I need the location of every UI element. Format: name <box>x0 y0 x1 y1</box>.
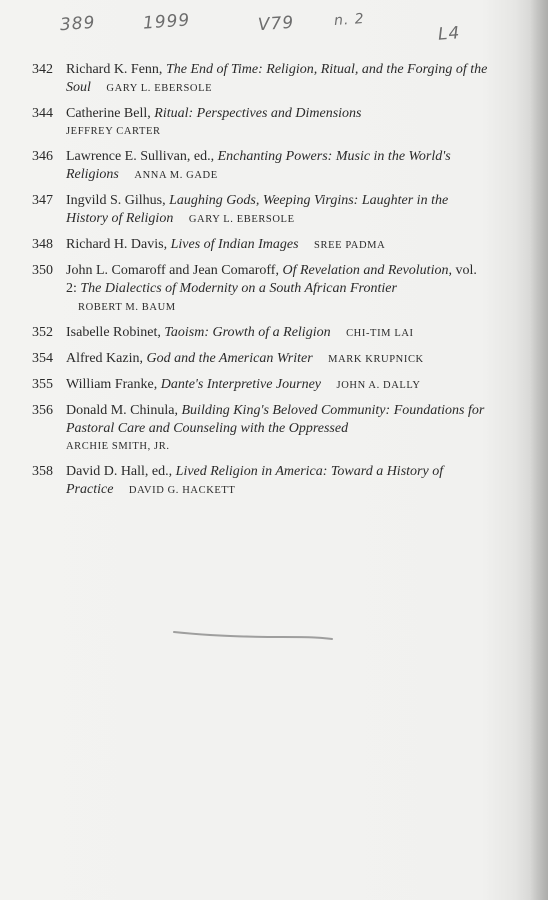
review-list <box>28 61 488 507</box>
page-number: 346 <box>32 149 53 164</box>
page-edge-shadow <box>530 0 548 900</box>
book-title: Taoism: Growth of a Religion <box>164 325 331 340</box>
reviewer-name: SREE PADMA <box>314 240 386 251</box>
book-title: Of Revelation and Revolution, <box>282 263 452 278</box>
handwritten-mark: 389 <box>59 12 97 36</box>
reviewer-name: ANNA M. GADE <box>134 170 218 181</box>
review-entry <box>28 376 488 395</box>
book-author: Richard K. Fenn, <box>66 62 163 77</box>
book-author: Donald M. Chinula, <box>66 403 178 418</box>
review-entry <box>28 61 488 98</box>
reviewer-name: GARY L. EBERSOLE <box>106 83 213 94</box>
review-entry <box>28 192 488 229</box>
review-entry <box>28 148 488 185</box>
review-entry <box>28 324 488 343</box>
review-entry <box>28 262 488 317</box>
reviewer-name: DAVID G. HACKETT <box>128 485 236 496</box>
reviewer-name: JOHN A. DALLY <box>336 380 421 391</box>
book-title: Lived Religion in America: Toward a History of Practice <box>66 464 444 497</box>
page-number: 354 <box>32 351 53 366</box>
book-author: John L. Comaroff and Jean Comaroff, <box>66 263 279 278</box>
book-author: Isabelle Robinet, <box>66 325 161 340</box>
page-number: 348 <box>32 237 53 252</box>
page-number: 352 <box>32 325 53 340</box>
review-entry <box>28 402 488 456</box>
page-number: 344 <box>32 106 53 121</box>
reviewer-name: GARY L. EBERSOLE <box>188 214 295 225</box>
handwritten-mark: n. 2 <box>333 10 366 30</box>
book-title: Lives of Indian Images <box>170 237 299 252</box>
book-subtitle: The Dialectics of Modernity on a South African Frontier <box>80 281 397 296</box>
page-number: 356 <box>32 403 53 418</box>
page-number: 350 <box>32 263 53 278</box>
book-author: William Franke, <box>66 377 158 392</box>
book-author: David D. Hall, ed., <box>66 464 173 479</box>
pencil-stroke <box>172 626 334 646</box>
book-title: Building King's Beloved Community: Foundations for Pastoral Care and Counseling with the Oppressed <box>66 403 485 436</box>
book-title: Ritual: Perspectives and Dimensions <box>154 106 362 121</box>
book-author: Alfred Kazin, <box>66 351 143 366</box>
reviewer-name: CHI-TIM LAI <box>346 328 414 339</box>
page-number: 358 <box>32 464 53 479</box>
handwritten-mark: 1999 <box>142 10 191 34</box>
page-number: 347 <box>32 193 53 208</box>
book-title: God and the American Writer <box>146 351 313 366</box>
book-title: Laughing Gods, Weeping Virgins: Laughter in the History of Religion <box>66 193 449 226</box>
handwritten-mark: L4 <box>437 23 461 45</box>
book-author: Catherine Bell, <box>66 106 151 121</box>
reviewer-name: ARCHIE SMITH, JR. <box>66 441 170 452</box>
book-author: Lawrence E. Sullivan, ed., <box>66 149 215 164</box>
review-entry <box>28 350 488 369</box>
reviewer-name: MARK KRUPNICK <box>328 354 424 365</box>
page-number: 355 <box>32 377 53 392</box>
volume-label: vol. 2: <box>66 263 477 296</box>
reviewer-name: ROBERT M. BAUM <box>78 302 176 313</box>
reviewer-name: JEFFREY CARTER <box>66 126 161 137</box>
review-entry <box>28 105 488 141</box>
book-author: Richard H. Davis, <box>66 237 168 252</box>
book-title: Dante's Interpretive Journey <box>160 377 322 392</box>
book-title: The End of Time: Religion, Ritual, and the Forging of the Soul <box>66 62 488 95</box>
handwritten-mark: V79 <box>257 12 295 36</box>
review-entry <box>28 463 488 500</box>
handwritten-notes <box>0 8 548 58</box>
book-title: Enchanting Powers: Music in the World's Religions <box>66 149 451 182</box>
page-number: 342 <box>32 62 53 77</box>
review-entry <box>28 236 488 255</box>
book-author: Ingvild S. Gilhus, <box>66 193 166 208</box>
